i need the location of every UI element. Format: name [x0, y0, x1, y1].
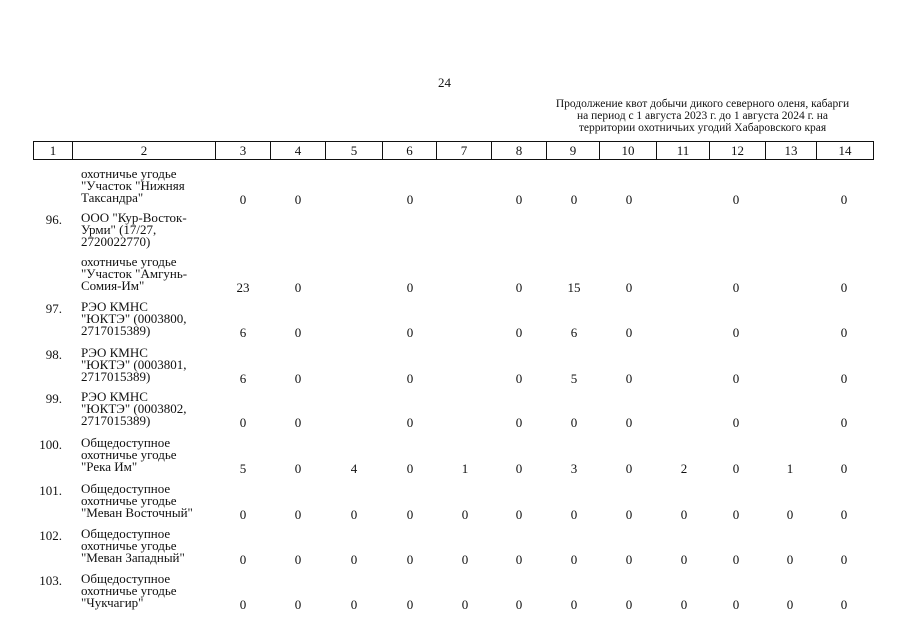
row-number: 98. — [45, 347, 62, 362]
column-header: 2 — [73, 142, 216, 160]
cell-value: 4 — [350, 461, 358, 476]
cell-value: 0 — [239, 597, 247, 612]
row-name: РЭО КМНС "ЮКТЭ" (0003800, 2717015389) — [81, 299, 187, 338]
cell-value: 1 — [461, 461, 469, 476]
cell-value: 0 — [732, 552, 740, 567]
cell-value: 0 — [625, 597, 633, 612]
cell-value: 0 — [625, 507, 633, 522]
cell-value: 0 — [406, 280, 414, 295]
cell-value: 0 — [625, 552, 633, 567]
column-header: 12 — [710, 142, 766, 160]
cell-value: 0 — [350, 552, 358, 567]
row-name: Общедоступное охотничье угодье "Река Им" — [81, 435, 177, 474]
cell-value: 0 — [239, 507, 247, 522]
cell-value: 2 — [680, 461, 688, 476]
cell-value: 0 — [625, 325, 633, 340]
cell-value: 0 — [406, 507, 414, 522]
cell-value: 0 — [461, 507, 469, 522]
cell-value: 0 — [515, 415, 523, 430]
row-number: 97. — [45, 301, 62, 316]
cell-value: 0 — [294, 507, 302, 522]
row-number: 96. — [45, 212, 62, 227]
row-number: 101. — [39, 483, 62, 498]
cell-value: 0 — [840, 192, 848, 207]
table-caption — [530, 98, 875, 134]
cell-value: 0 — [625, 415, 633, 430]
page-number: 24 — [438, 75, 451, 90]
cell-value: 0 — [840, 371, 848, 386]
row-name: охотничье угодье "Участок "Амгунь- Сомия-Им" — [81, 254, 188, 293]
cell-value: 0 — [350, 507, 358, 522]
cell-value: 0 — [406, 325, 414, 340]
row-number: 99. — [45, 391, 62, 406]
cell-value: 0 — [239, 415, 247, 430]
column-header: 14 — [817, 142, 874, 160]
column-header: 13 — [766, 142, 817, 160]
cell-value: 5 — [570, 371, 578, 386]
cell-value: 0 — [406, 415, 414, 430]
cell-value: 0 — [732, 192, 740, 207]
cell-value: 0 — [406, 192, 414, 207]
cell-value: 0 — [515, 461, 523, 476]
cell-value: 1 — [786, 461, 794, 476]
cell-value: 3 — [570, 461, 578, 476]
cell-value: 0 — [840, 415, 848, 430]
cell-value: 0 — [294, 552, 302, 567]
cell-value: 0 — [294, 280, 302, 295]
cell-value: 0 — [570, 552, 578, 567]
cell-value: 0 — [786, 597, 794, 612]
column-header: 10 — [600, 142, 657, 160]
cell-value: 0 — [406, 597, 414, 612]
column-header: 7 — [437, 142, 492, 160]
cell-value: 0 — [406, 461, 414, 476]
column-header: 6 — [383, 142, 437, 160]
cell-value: 0 — [840, 597, 848, 612]
cell-value: 0 — [515, 552, 523, 567]
cell-value: 6 — [239, 325, 247, 340]
cell-value: 0 — [294, 325, 302, 340]
cell-value: 0 — [294, 371, 302, 386]
cell-value: 0 — [786, 552, 794, 567]
row-number: 100. — [39, 437, 62, 452]
cell-value: 0 — [625, 280, 633, 295]
row-name: ООО "Кур-Восток- Урми" (17/27, 2720022770) — [81, 210, 187, 249]
cell-value: 0 — [461, 597, 469, 612]
column-header: 3 — [216, 142, 271, 160]
row-number: 102. — [39, 528, 62, 543]
cell-value: 0 — [840, 325, 848, 340]
row-name: РЭО КМНС "ЮКТЭ" (0003801, 2717015389) — [81, 345, 187, 384]
cell-value: 6 — [570, 325, 578, 340]
cell-value: 0 — [515, 280, 523, 295]
cell-value: 0 — [515, 325, 523, 340]
row-number: 103. — [39, 573, 62, 588]
cell-value: 0 — [515, 371, 523, 386]
cell-value: 0 — [570, 415, 578, 430]
cell-value: 0 — [294, 461, 302, 476]
cell-value: 0 — [350, 597, 358, 612]
cell-value: 0 — [680, 552, 688, 567]
column-header: 4 — [271, 142, 326, 160]
cell-value: 0 — [732, 597, 740, 612]
cell-value: 0 — [625, 461, 633, 476]
cell-value: 5 — [239, 461, 247, 476]
cell-value: 0 — [515, 192, 523, 207]
row-name: Общедоступное охотничье угодье "Меван Западный" — [81, 526, 185, 565]
cell-value: 0 — [406, 552, 414, 567]
cell-value: 0 — [732, 507, 740, 522]
column-header: 11 — [657, 142, 710, 160]
column-header: 5 — [326, 142, 383, 160]
cell-value: 0 — [680, 507, 688, 522]
cell-value: 0 — [840, 507, 848, 522]
cell-value: 0 — [570, 192, 578, 207]
cell-value: 0 — [732, 325, 740, 340]
column-header-row — [33, 141, 874, 160]
column-header: 9 — [547, 142, 600, 160]
row-name: охотничье угодье "Участок "Нижняя Таксандра" — [81, 166, 185, 205]
cell-value: 0 — [294, 597, 302, 612]
cell-value: 0 — [515, 597, 523, 612]
caption-line: Продолжение квот добычи дикого северного оленя, кабарги — [555, 98, 850, 110]
caption-line: на период с 1 августа 2023 г. до 1 августа 2024 г. на — [577, 110, 828, 122]
cell-value: 0 — [406, 371, 414, 386]
cell-value: 15 — [567, 280, 581, 295]
cell-value: 0 — [732, 461, 740, 476]
cell-value: 0 — [461, 552, 469, 567]
row-name: РЭО КМНС "ЮКТЭ" (0003802, 2717015389) — [81, 389, 187, 428]
cell-value: 0 — [625, 192, 633, 207]
cell-value: 0 — [732, 280, 740, 295]
cell-value: 0 — [732, 415, 740, 430]
row-name: Общедоступное охотничье угодье "Меван Восточный" — [81, 481, 193, 520]
cell-value: 0 — [625, 371, 633, 386]
cell-value: 0 — [732, 371, 740, 386]
cell-value: 0 — [515, 507, 523, 522]
cell-value: 0 — [840, 461, 848, 476]
column-header: 8 — [492, 142, 547, 160]
cell-value: 0 — [840, 280, 848, 295]
row-name: Общедоступное охотничье угодье "Чукчагир" — [81, 571, 177, 610]
cell-value: 0 — [239, 192, 247, 207]
column-header: 1 — [34, 142, 73, 160]
cell-value: 23 — [236, 280, 250, 295]
caption-line: территории охотничьих угодий Хабаровского края — [578, 122, 827, 134]
cell-value: 0 — [840, 552, 848, 567]
cell-value: 6 — [239, 371, 247, 386]
cell-value: 0 — [786, 507, 794, 522]
cell-value: 0 — [294, 192, 302, 207]
cell-value: 0 — [239, 552, 247, 567]
cell-value: 0 — [294, 415, 302, 430]
cell-value: 0 — [680, 597, 688, 612]
cell-value: 0 — [570, 507, 578, 522]
cell-value: 0 — [570, 597, 578, 612]
